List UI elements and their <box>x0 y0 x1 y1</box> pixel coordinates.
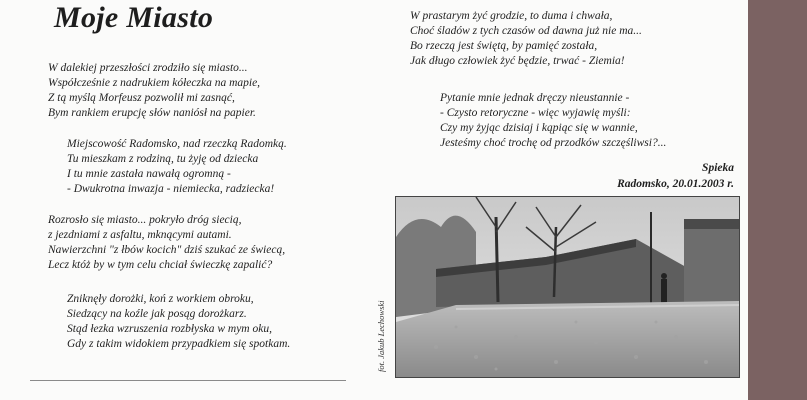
poem-line: Lecz któż by w tym celu chciał świeczkę zapalić? <box>48 259 273 271</box>
photo-image <box>396 197 739 377</box>
poem-line: Choć śladów z tych czasów od dawna już nie ma... <box>410 25 642 37</box>
photo-credit: fot. Jakub Lechowski <box>376 300 386 372</box>
stanza-1 <box>48 61 260 121</box>
author-signature: Spieka <box>702 162 734 174</box>
stanza-3 <box>48 213 285 273</box>
poem-line: W dalekiej przeszłości zrodziło się miasto... <box>48 62 248 74</box>
stanza-4 <box>67 292 290 352</box>
poem-line: Tu mieszkam z rodziną, tu żyję od dziecka <box>67 153 259 165</box>
poem-line: Zniknęły dorożki, koń z workiem obroku, <box>67 293 254 305</box>
poem-line: Miejscowość Radomsko, nad rzeczką Radomką. <box>67 138 287 150</box>
poem-title: Moje Miasto <box>54 1 214 34</box>
stanza-6 <box>440 91 666 151</box>
divider-line <box>30 380 346 381</box>
poem-line: - Dwukrotna inwazja - niemiecka, radziecka! <box>67 183 275 195</box>
poem-line: Stąd łezka wzruszenia rozbłyska w mym oku, <box>67 323 272 335</box>
poem-line: - Czysto retoryczne - więc wyjawię myśli: <box>440 107 631 119</box>
poem-line: Nawierzchni "z łbów kocich" dziś szukać ze świecą, <box>48 244 286 256</box>
poem-line: Czy my żyjąc dzisiaj i kąpiąc się w wannie, <box>440 122 638 134</box>
poem-line: Bo rzeczą jest świętą, by pamięć została, <box>410 40 598 52</box>
poem-line: Współcześnie z nadrukiem kółeczka na mapie, <box>48 77 261 89</box>
poem-line: z jezdniami z asfaltu, mknącymi autami. <box>48 229 232 241</box>
poem-line: Siedzący na koźle jak posąg dorożkarz. <box>67 308 247 320</box>
poem-line: Jak długo człowiek żyć będzie, trwać - Ziemia! <box>410 55 625 67</box>
poem-line: Jesteśmy choć trochę od przodków szczęśliwsi?... <box>440 137 667 149</box>
street-scene-photo <box>395 196 740 378</box>
poem-line: I tu mnie zastała nawałą ogromną - <box>67 168 231 180</box>
stanza-2 <box>67 137 287 197</box>
poem-line: Rozrosło się miasto... pokryło dróg siecią, <box>48 214 242 226</box>
poem-line: Gdy z takim widokiem przypadkiem się spotkam. <box>67 338 291 350</box>
poem-line: Z tą myślą Morfeusz pozwolił mi zasnąć, <box>48 92 235 104</box>
stanza-5 <box>410 9 642 69</box>
place-date: Radomsko, 20.01.2003 r. <box>617 178 734 190</box>
poem-line: W prastarym żyć grodzie, to duma i chwała, <box>410 10 613 22</box>
poem-line: Bym rankiem erupcję słów naniósł na papier. <box>48 107 256 119</box>
poem-line: Pytanie mnie jednak dręczy nieustannie - <box>440 92 630 104</box>
